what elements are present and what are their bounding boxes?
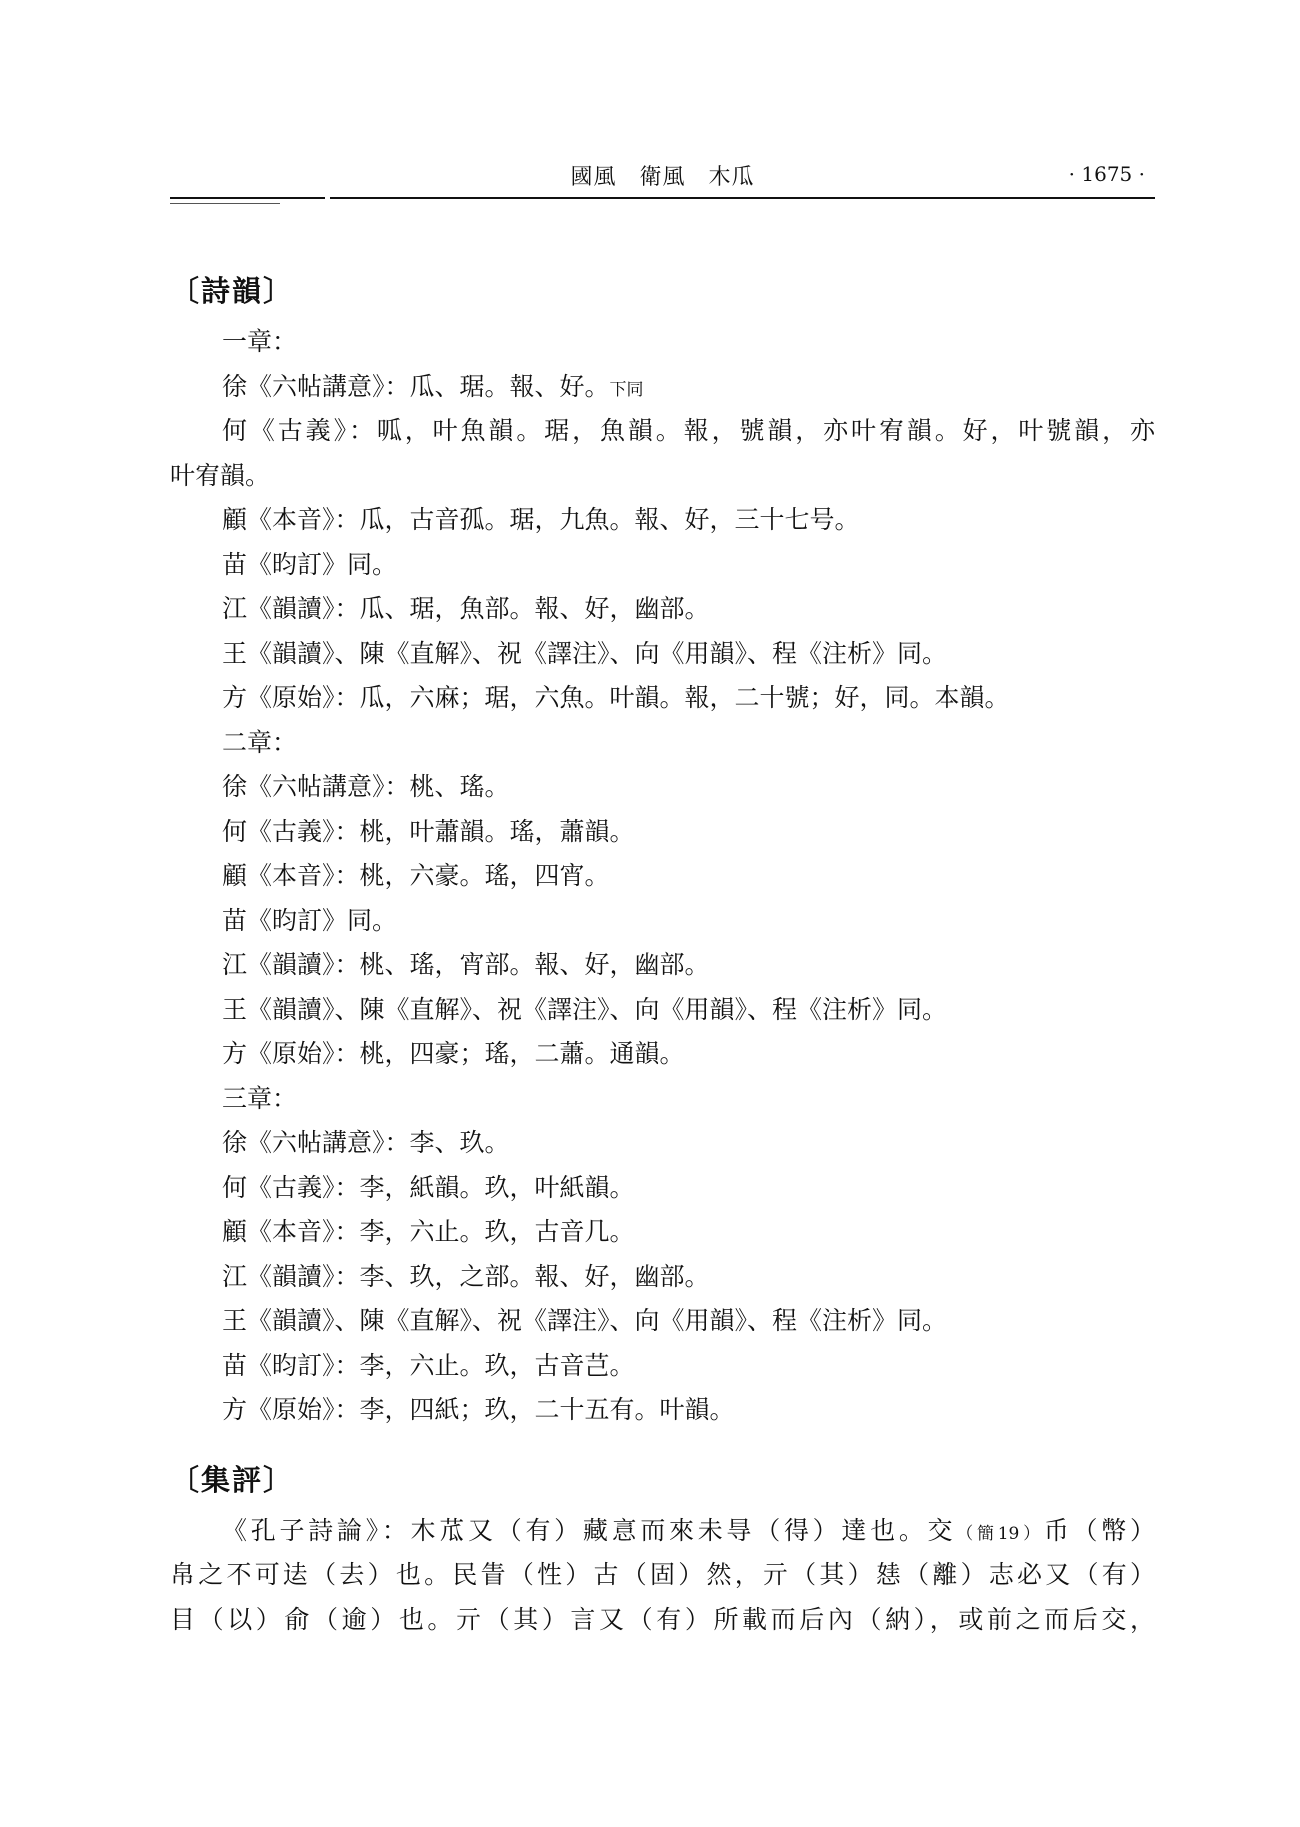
section-heading-jiping: 〔集評〕 <box>170 1462 295 1497</box>
body-line: 苗《昀訂》：李，六止。玖，古音芑。 <box>222 1350 635 1380</box>
body-line: 顧《本音》：瓜，古音孤。琚，九魚。報、好，三十七号。 <box>222 505 860 534</box>
body-line: 苗《昀訂》同。 <box>222 549 398 579</box>
page-body <box>170 262 1155 1642</box>
body-line: 徐《六帖講意》：桃、瑤。 <box>222 772 510 801</box>
body-line: 顧《本音》：桃，六豪。瑤，四宵。 <box>222 861 610 890</box>
body-line: 王《韻讀》、陳《直解》、祝《譯注》、向《用韻》、程《注析》同。 <box>222 638 948 668</box>
running-header <box>170 160 1155 190</box>
page-number: · 1675 · <box>1068 162 1145 186</box>
header-rule <box>330 197 1155 199</box>
body-line: 江《韻讀》：桃、瑤，宵部。報、好，幽部。 <box>222 950 710 979</box>
body-line: 苗《昀訂》同。 <box>222 905 398 935</box>
inline-note: 下同 <box>609 379 644 400</box>
body-line: 王《韻讀》、陳《直解》、祝《譯注》、向《用韻》、程《注析》同。 <box>222 994 948 1024</box>
chapter-label: 三章： <box>222 1083 298 1113</box>
body-line: 徐《六帖講意》：李、玖。 <box>222 1128 510 1157</box>
text-run: 币（幣） <box>1043 1515 1155 1545</box>
body-line: 顧《本音》：李，六止。玖，古音几。 <box>222 1217 635 1246</box>
header-rule-thin <box>170 203 280 204</box>
body-line: 何《古義》：桃，叶蕭韻。瑤，蕭韻。 <box>222 816 635 846</box>
chapter-label: 二章： <box>222 727 298 757</box>
header-rule-left <box>170 197 325 199</box>
body-line: 方《原始》：桃，四豪；瑤，二蕭。通韻。 <box>222 1039 685 1068</box>
body-line: 江《韻讀》：瓜、琚，魚部。報、好，幽部。 <box>222 594 710 623</box>
body-line: 方《原始》：李，四紙；玖，二十五有。叶韻。 <box>222 1395 735 1424</box>
body-line-continued: 叶宥韻。 <box>170 460 271 490</box>
text-run: 《孔子詩論》：木苽又（有）藏悥而來未㝵（得）達也。交 <box>222 1515 957 1545</box>
body-line <box>170 1509 1155 1554</box>
body-line: 方《原始》：瓜，六麻；琚，六魚。叶韻。報，二十號；好，同。本韻。 <box>222 683 1010 712</box>
text-run: 徐《六帖講意》：瓜、琚。報、好。 <box>222 371 610 401</box>
section-heading-shiyun: 〔詩韻〕 <box>170 274 295 308</box>
body-line: 江《韻讀》：李、玖，之部。報、好，幽部。 <box>222 1261 710 1291</box>
body-line-continued: 目（以）俞（逾）也。亓（其）言又（有）所載而后內（納），或前之而后交， <box>170 1604 1155 1634</box>
body-line: 何《古義》：呱，叶魚韻。琚，魚韻。報，號韻，亦叶宥韻。好，叶號韻，亦 <box>222 416 1155 445</box>
body-line-continued: 帛之不可迲（去）也。民眚（性）古（固）然，亓（其）㥨（離）志必又（有） <box>170 1560 1155 1589</box>
inline-note: （簡19） <box>956 1523 1044 1544</box>
body-line: 王《韻讀》、陳《直解》、祝《譯注》、向《用韻》、程《注析》同。 <box>222 1306 948 1335</box>
body-line: 何《古義》：李，紙韻。玖，叶紙韻。 <box>222 1172 635 1202</box>
running-title: 國風 衛風 木瓜 <box>570 165 755 190</box>
chapter-label: 一章： <box>222 327 298 356</box>
body-line <box>170 365 1155 410</box>
